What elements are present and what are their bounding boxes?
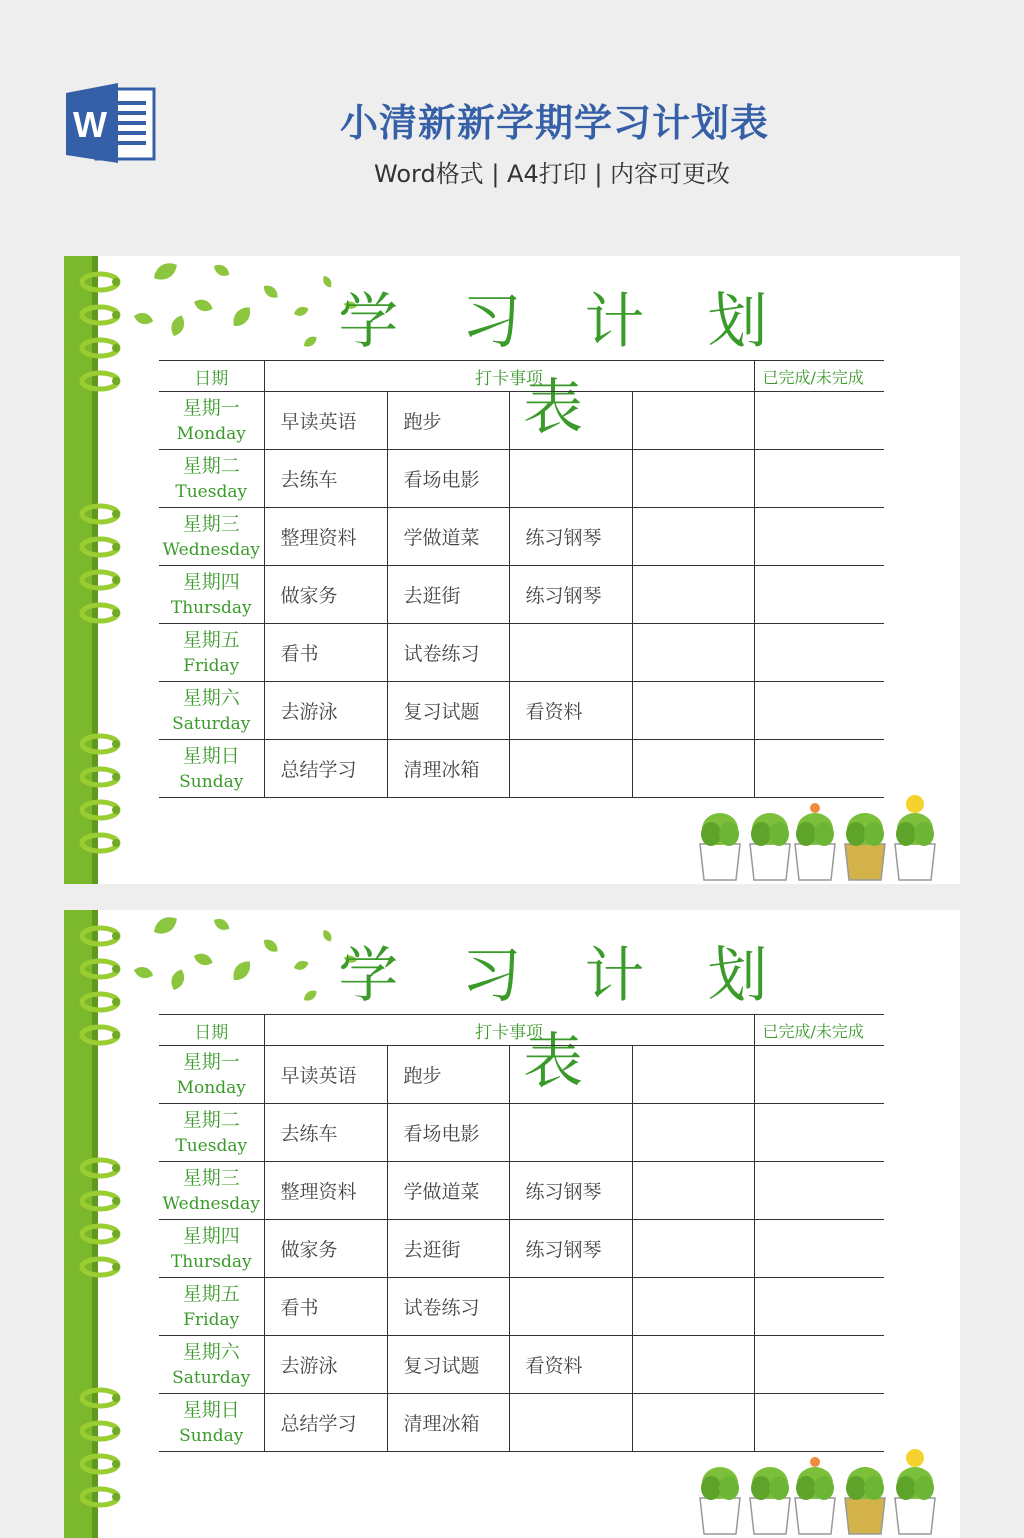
day-en: Monday	[176, 1077, 246, 1098]
task-cell: 跑步	[387, 1046, 509, 1104]
day-cell	[159, 1394, 264, 1452]
task-cell: 看书	[264, 1278, 387, 1336]
leaf-icon	[192, 297, 214, 314]
leaf-icon	[302, 334, 319, 350]
task-cell: 练习钢琴	[509, 566, 632, 624]
potted-plant-icon	[845, 1467, 885, 1534]
leaf-icon	[293, 959, 310, 972]
plan-title: 学 习 计 划 表	[338, 941, 790, 1097]
day-en: Tuesday	[175, 1135, 248, 1156]
potted-plant-icon	[750, 1467, 790, 1534]
task-cell	[509, 450, 632, 508]
table-row	[159, 1162, 884, 1220]
task-cell	[509, 1104, 632, 1162]
spiral-ring-icon	[82, 506, 120, 522]
task-cell: 去逛街	[387, 1220, 509, 1278]
leaf-icon	[168, 967, 187, 992]
spiral-ring-icon	[82, 605, 120, 621]
spiral-ring-icon	[82, 1423, 120, 1439]
potted-plant-icon	[895, 795, 935, 880]
table-row	[159, 624, 884, 682]
done-status-cell	[754, 392, 884, 450]
task-cell: 看资料	[509, 1336, 632, 1394]
day-zh: 星期五	[182, 1282, 240, 1305]
done-status-cell	[754, 682, 884, 740]
task-cell	[509, 1278, 632, 1336]
task-cell	[509, 1394, 632, 1452]
day-cell	[159, 624, 264, 682]
task-cell	[509, 740, 632, 798]
task-cell: 整理资料	[264, 1162, 387, 1220]
task-cell	[632, 1278, 754, 1336]
day-zh: 星期三	[182, 1166, 240, 1189]
leaf-icon	[321, 274, 334, 289]
leaf-icon	[168, 313, 187, 338]
task-cell	[632, 1104, 754, 1162]
spiral-ring-icon	[82, 802, 120, 818]
task-cell: 做家务	[264, 566, 387, 624]
word-letter: W	[73, 104, 107, 145]
study-plan-table	[159, 1014, 884, 1452]
task-cell: 看场电影	[387, 1104, 509, 1162]
done-status-cell	[754, 1162, 884, 1220]
done-column-header: 已完成/未完成	[754, 361, 884, 392]
day-zh: 星期四	[182, 1224, 240, 1247]
leaf-icon	[192, 951, 214, 968]
day-cell	[159, 1220, 264, 1278]
task-cell	[632, 682, 754, 740]
day-zh: 星期日	[182, 1398, 240, 1421]
leaf-icon	[150, 913, 180, 939]
day-cell	[159, 1104, 264, 1162]
spiral-ring-icon	[82, 1390, 120, 1406]
task-cell: 去逛街	[387, 566, 509, 624]
spiral-ring-icon	[82, 572, 120, 588]
table-row	[159, 392, 884, 450]
day-en: Wednesday	[162, 539, 260, 560]
task-cell	[632, 1220, 754, 1278]
potted-plant-icon	[795, 1457, 835, 1534]
done-status-cell	[754, 450, 884, 508]
day-en: Friday	[183, 655, 240, 676]
day-en: Saturday	[172, 1367, 251, 1388]
leaf-icon	[150, 259, 180, 285]
spiral-ring-icon	[82, 1160, 120, 1176]
done-status-cell	[754, 1336, 884, 1394]
task-cell: 练习钢琴	[509, 1220, 632, 1278]
leaf-icon	[229, 303, 255, 330]
tasks-column-header: 打卡事项	[264, 1015, 754, 1046]
day-en: Saturday	[172, 713, 251, 734]
potted-plant-icon	[750, 813, 790, 880]
task-cell	[632, 508, 754, 566]
potted-plant-icon	[845, 813, 885, 880]
task-cell: 去游泳	[264, 1336, 387, 1394]
document-title: 小清新新学期学习计划表	[340, 101, 770, 145]
document-subtitle: Word格式 | A4打印 | 内容可更改	[374, 160, 731, 188]
task-cell	[632, 1336, 754, 1394]
done-column-header: 已完成/未完成	[754, 1015, 884, 1046]
task-cell: 看场电影	[387, 450, 509, 508]
day-zh: 星期五	[182, 628, 240, 651]
task-cell: 做家务	[264, 1220, 387, 1278]
day-cell	[159, 1336, 264, 1394]
spiral-ring-icon	[82, 373, 120, 389]
task-cell	[632, 566, 754, 624]
plan-title: 学 习 计 划 表	[338, 287, 790, 443]
tasks-column-header: 打卡事项	[264, 361, 754, 392]
day-en: Thursday	[170, 597, 252, 618]
table-row	[159, 682, 884, 740]
task-cell: 学做道菜	[387, 1162, 509, 1220]
task-cell	[632, 450, 754, 508]
word-doc-icon	[66, 83, 156, 163]
day-en: Thursday	[170, 1251, 252, 1272]
task-cell	[632, 1046, 754, 1104]
task-cell: 跑步	[387, 392, 509, 450]
leaf-icon	[212, 262, 232, 279]
done-status-cell	[754, 1104, 884, 1162]
task-cell: 早读英语	[264, 1046, 387, 1104]
done-status-cell	[754, 508, 884, 566]
task-cell	[632, 392, 754, 450]
task-cell: 早读英语	[264, 392, 387, 450]
spiral-ring-icon	[82, 1193, 120, 1209]
spiral-ring-icon	[82, 835, 120, 851]
date-column-header: 日期	[159, 361, 264, 392]
day-cell	[159, 1162, 264, 1220]
task-cell: 试卷练习	[387, 624, 509, 682]
day-zh: 星期四	[182, 570, 240, 593]
spiral-ring-icon	[82, 539, 120, 555]
done-status-cell	[754, 1220, 884, 1278]
potted-plant-icon	[895, 1449, 935, 1534]
day-zh: 星期二	[182, 454, 240, 477]
study-plan-table	[159, 360, 884, 798]
done-status-cell	[754, 566, 884, 624]
day-cell	[159, 740, 264, 798]
leaf-icon	[133, 965, 155, 981]
spiral-ring-icon	[82, 1027, 120, 1043]
spiral-ring-icon	[82, 1259, 120, 1275]
day-en: Sunday	[179, 771, 244, 792]
table-row	[159, 508, 884, 566]
leaf-icon	[261, 936, 281, 955]
day-cell	[159, 1278, 264, 1336]
done-status-cell	[754, 1278, 884, 1336]
day-zh: 星期一	[182, 1050, 240, 1073]
done-status-cell	[754, 1046, 884, 1104]
date-column-header: 日期	[159, 1015, 264, 1046]
potted-plant-icon	[700, 1467, 740, 1534]
page-header	[0, 0, 1024, 250]
table-header-row	[159, 361, 884, 392]
task-cell: 去练车	[264, 450, 387, 508]
day-zh: 星期六	[182, 686, 240, 709]
day-en: Sunday	[179, 1425, 244, 1446]
leaf-icon	[133, 311, 155, 327]
spiral-ring-icon	[82, 1226, 120, 1242]
day-zh: 星期六	[182, 1340, 240, 1363]
day-cell	[159, 508, 264, 566]
day-en: Monday	[176, 423, 246, 444]
day-en: Tuesday	[175, 481, 248, 502]
day-zh: 星期日	[182, 744, 240, 767]
leaf-icon	[212, 916, 232, 933]
spiral-ring-icon	[82, 1456, 120, 1472]
task-cell: 看书	[264, 624, 387, 682]
day-en: Wednesday	[162, 1193, 260, 1214]
leaf-icon	[293, 305, 310, 318]
task-cell	[509, 392, 632, 450]
spiral-ring-icon	[82, 769, 120, 785]
day-cell	[159, 450, 264, 508]
task-cell: 看资料	[509, 682, 632, 740]
potted-plants-decoration	[670, 774, 960, 884]
task-cell	[509, 624, 632, 682]
table-row	[159, 1220, 884, 1278]
task-cell: 总结学习	[264, 740, 387, 798]
table-row	[159, 450, 884, 508]
leaf-icon	[302, 988, 319, 1004]
task-cell: 去练车	[264, 1104, 387, 1162]
day-zh: 星期三	[182, 512, 240, 535]
table-row	[159, 1336, 884, 1394]
leaf-icon	[261, 282, 281, 301]
done-status-cell	[754, 624, 884, 682]
table-row	[159, 1104, 884, 1162]
task-cell: 总结学习	[264, 1394, 387, 1452]
plan-card-1	[64, 256, 960, 884]
task-cell: 试卷练习	[387, 1278, 509, 1336]
spiral-ring-icon	[82, 1489, 120, 1505]
potted-plant-icon	[795, 803, 835, 880]
day-cell	[159, 1046, 264, 1104]
task-cell: 去游泳	[264, 682, 387, 740]
task-cell: 练习钢琴	[509, 1162, 632, 1220]
leaf-icon	[229, 957, 255, 984]
table-header-row	[159, 1015, 884, 1046]
leaf-icon	[321, 928, 334, 943]
task-cell	[509, 1046, 632, 1104]
day-zh: 星期一	[182, 396, 240, 419]
plan-card-2	[64, 910, 960, 1538]
day-cell	[159, 392, 264, 450]
task-cell: 清理冰箱	[387, 740, 509, 798]
day-en: Friday	[183, 1309, 240, 1330]
task-cell: 清理冰箱	[387, 1394, 509, 1452]
spiral-ring-icon	[82, 736, 120, 752]
day-zh: 星期二	[182, 1108, 240, 1131]
task-cell	[632, 624, 754, 682]
table-row	[159, 1046, 884, 1104]
task-cell: 练习钢琴	[509, 508, 632, 566]
table-row	[159, 566, 884, 624]
task-cell: 复习试题	[387, 1336, 509, 1394]
potted-plant-icon	[700, 813, 740, 880]
table-row	[159, 1278, 884, 1336]
day-cell	[159, 682, 264, 740]
task-cell: 复习试题	[387, 682, 509, 740]
task-cell: 学做道菜	[387, 508, 509, 566]
task-cell	[632, 1162, 754, 1220]
task-cell: 整理资料	[264, 508, 387, 566]
potted-plants-decoration	[670, 1428, 960, 1538]
day-cell	[159, 566, 264, 624]
